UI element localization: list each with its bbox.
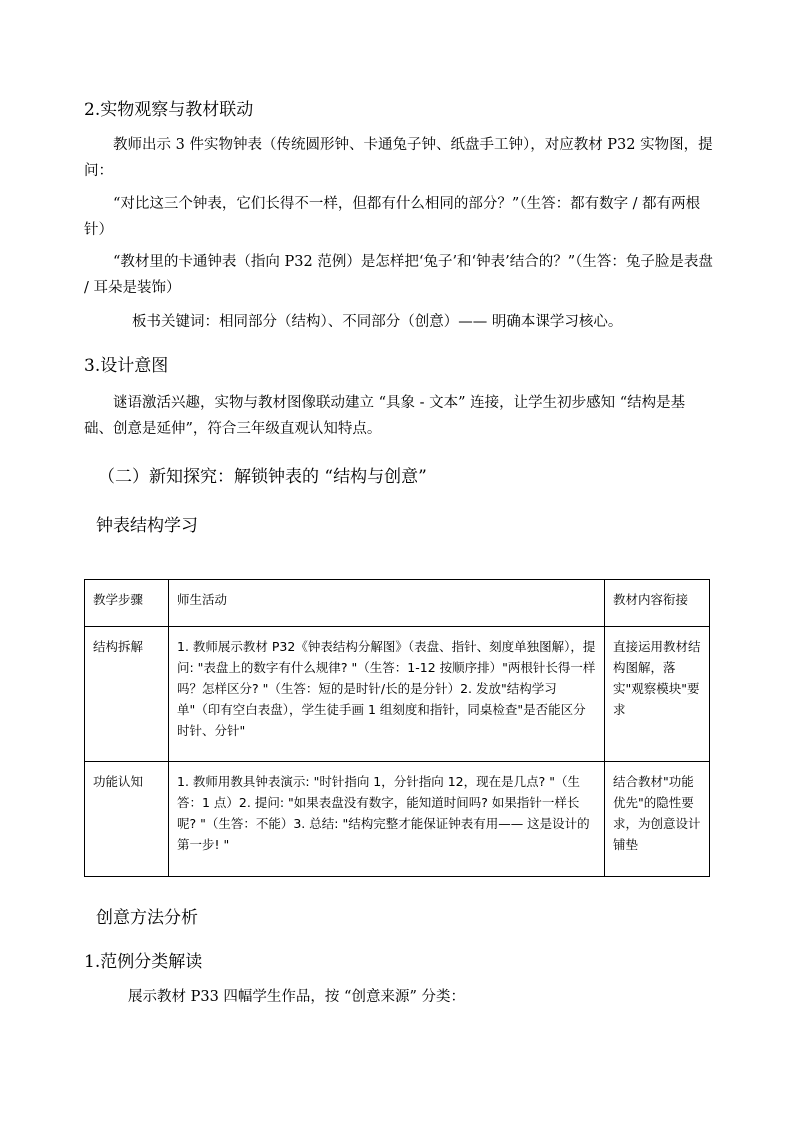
question-2: “教材里的卡通钟表（指向 P32 范例）是怎样把‘兔子’和‘钟表’结合的？”（生答：兔子脸是表盘 / 耳朵是装饰） <box>84 254 713 296</box>
table-row <box>85 762 710 877</box>
row-link: 结合教材"功能优先"的隐性要求，为创意设计铺垫 <box>605 762 710 877</box>
row-link: 直接运用教材结构图解，落实"观察模块"要求 <box>605 627 710 762</box>
section-2-heading: 2.实物观察与教材联动 <box>84 100 254 120</box>
section-3-heading: 3.设计意图 <box>84 356 169 376</box>
row-step: 功能认知 <box>85 762 169 877</box>
row-activity: 1. 教师展示教材 P32《钟表结构分解图》（表盘、指针、刻度单独图解），提问: "表盘上的数字有什么规律? "（生答：1-12 按顺序排）"两根针长得一样吗？怎样区分? "（生答：短的是时针/长的是分针）2. 发放"结构学习单"（印有空白表盘），学生徒手画 1 组刻度和指针，同桌检查"是否能区分时针、分针" <box>169 627 605 762</box>
part-2-heading: （二）新知探究：解锁钟表的 “结构与创意” <box>98 467 427 487</box>
board-keywords: 板书关键词：相同部分（结构）、不同部分（创意）—— 明确本课学习核心。 <box>132 314 623 330</box>
example-classification-heading: 1.范例分类解读 <box>84 952 203 972</box>
header-step: 教学步骤 <box>85 580 169 627</box>
table-header-row <box>85 580 710 627</box>
header-link: 教材内容衔接 <box>605 580 710 627</box>
section-2-paragraph: 教师出示 3 件实物钟表（传统圆形钟、卡通兔子钟、纸盘手工钟），对应教材 P32 实物图，提问： <box>84 137 713 179</box>
creative-method-heading: 创意方法分析 <box>96 908 198 928</box>
clock-structure-heading: 钟表结构学习 <box>96 516 198 536</box>
example-classification-paragraph: 展示教材 P33 四幅学生作品，按 “创意来源” 分类： <box>128 989 465 1005</box>
table-row <box>85 627 710 762</box>
design-intent-paragraph: 谜语激活兴趣，实物与教材图像联动建立 “具象 - 文本” 连接，让学生初步感知 “结构是基础、创意是延伸”，符合三年级直观认知特点。 <box>84 395 686 437</box>
question-1: “对比这三个钟表，它们长得不一样，但都有什么相同的部分？”（生答：都有数字 / 都有两根针） <box>84 196 701 238</box>
header-activity: 师生活动 <box>169 580 605 627</box>
row-step: 结构拆解 <box>85 627 169 762</box>
row-activity: 1. 教师用教具钟表演示: "时针指向 1，分针指向 12，现在是几点? "（生答：1 点）2. 提问: "如果表盘没有数字，能知道时间吗? 如果指针一样长呢? "（生答：不能）3. 总结: "结构完整才能保证钟表有用—— 这是设计的第一步! " <box>169 762 605 877</box>
lesson-table <box>84 579 710 877</box>
